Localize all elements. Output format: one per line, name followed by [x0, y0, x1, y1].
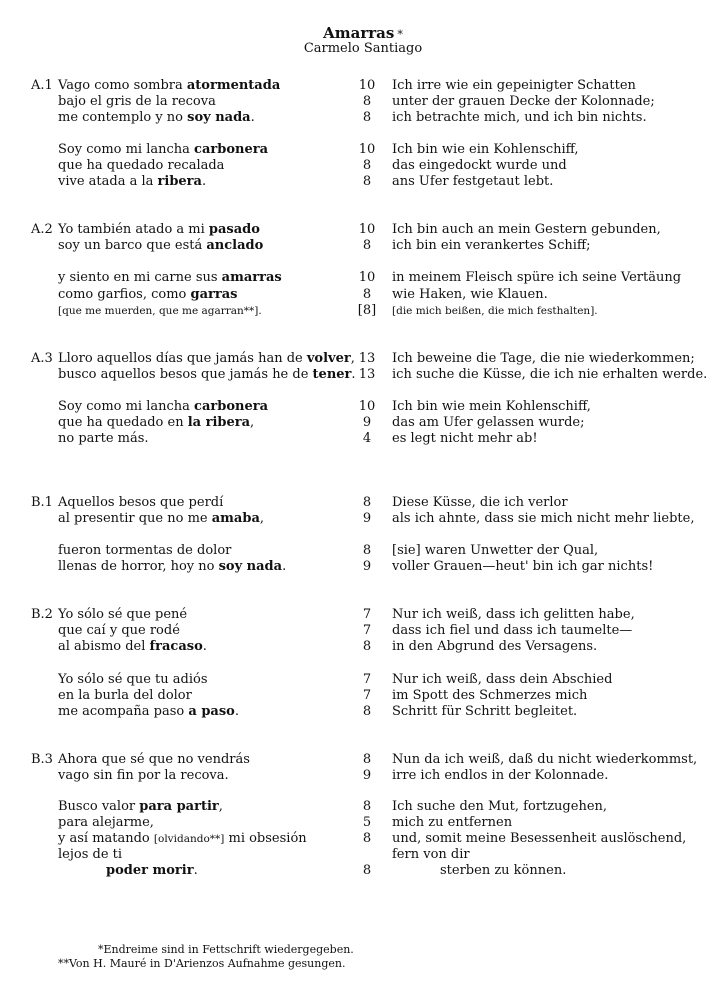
- german-translation: [392, 638, 597, 655]
- verse-line: [0, 798, 726, 815]
- syllable-count: 7: [362, 672, 372, 687]
- section-label: A.2: [31, 222, 53, 237]
- syllable-count: 8: [362, 831, 372, 846]
- rhyme-word: volver: [306, 351, 351, 366]
- verse-text: fern von dir: [392, 847, 470, 862]
- syllable-count: 9: [362, 511, 372, 526]
- verse-text: ,: [218, 799, 223, 814]
- verse-line: [0, 510, 726, 527]
- verse-text: [sie] waren Unwetter der Qual,: [392, 543, 599, 558]
- spanish-verse: [58, 638, 207, 655]
- german-translation: [392, 606, 635, 623]
- verse-text: Yo sólo sé que pené: [58, 607, 188, 622]
- spanish-verse: [58, 814, 154, 831]
- syllable-count: 10: [358, 142, 376, 157]
- section-label: A.1: [31, 78, 53, 93]
- verse-line: [0, 767, 726, 784]
- spanish-verse: [58, 414, 254, 431]
- syllable-count: 9: [362, 768, 372, 783]
- verse-text: vive atada a la: [58, 174, 158, 189]
- german-translation: [392, 141, 579, 158]
- verse-text: Ich bin auch an mein Gestern gebunden,: [392, 222, 661, 237]
- syllable-count: 5: [362, 815, 372, 830]
- syllable-count: 8: [362, 543, 372, 558]
- section-label: B.1: [31, 495, 53, 510]
- german-translation: [392, 846, 470, 863]
- verse-text: Ich beweine die Tage, die nie wiederkommen;: [392, 351, 695, 366]
- syllable-count: 4: [362, 431, 372, 446]
- verse-text: sterben zu können.: [440, 863, 567, 878]
- syllable-count: 9: [362, 415, 372, 430]
- verse-text: llenas de horror, hoy no: [58, 559, 219, 574]
- verse-text: Ich bin wie mein Kohlenschiff,: [392, 399, 591, 414]
- verse-text: Diese Küsse, die ich verlor: [392, 495, 568, 510]
- german-translation: [392, 93, 655, 110]
- verse-text: es legt nicht mehr ab!: [392, 431, 538, 446]
- verse-line: [0, 494, 726, 511]
- german-translation: [392, 542, 598, 559]
- rhyme-word: para partir: [139, 799, 219, 814]
- verse-text: mi obsesión: [224, 831, 307, 846]
- verse-text: bajo el gris de la recova: [58, 94, 216, 109]
- rhyme-word: amarras: [221, 270, 282, 285]
- verse-text: Nur ich weiß, dass ich gelitten habe,: [392, 607, 635, 622]
- rhyme-word: anclado: [206, 238, 264, 253]
- verse-line: [0, 141, 726, 158]
- verse-line: [0, 430, 726, 447]
- verse-line: [0, 302, 726, 319]
- spanish-verse: [58, 366, 356, 383]
- verse-text: als ich ahnte, dass sie mich nicht mehr liebte,: [392, 511, 695, 526]
- verse-text: al abismo del: [58, 639, 150, 654]
- rhyme-word: a paso: [188, 704, 235, 719]
- footnote-1: *Endreime sind in Fettschrift wiedergegeben.: [98, 943, 354, 956]
- verse-text: Ahora que sé que no vendrás: [58, 752, 250, 767]
- verse-line: [0, 221, 726, 238]
- spanish-verse: [58, 109, 255, 126]
- syllable-count: 8: [362, 110, 372, 125]
- verse-text: Vago como sombra: [58, 78, 187, 93]
- syllable-count: 8: [362, 238, 372, 253]
- verse-line: [0, 414, 726, 431]
- verse-text: Soy como mi lancha: [58, 142, 195, 157]
- german-translation: [392, 430, 538, 447]
- syllable-count: 8: [362, 174, 372, 189]
- verse-text: im Spott des Schmerzes mich: [392, 688, 588, 703]
- verse-line: [0, 814, 726, 831]
- verse-text: vago sin fin por la recova.: [58, 768, 229, 783]
- spanish-verse: [58, 510, 264, 527]
- verse-line: [0, 703, 726, 720]
- verse-line: [0, 350, 726, 367]
- verse-text: busco aquellos besos que jamás he de: [58, 367, 313, 382]
- verse-line: [0, 862, 726, 879]
- verse-line: [0, 558, 726, 575]
- rhyme-word: ribera: [157, 174, 202, 189]
- verse-text: das eingedockt wurde und: [392, 158, 567, 173]
- german-translation: [392, 671, 612, 688]
- section-label: B.3: [31, 752, 53, 767]
- syllable-count: 7: [362, 607, 372, 622]
- rhyme-word: poder morir: [106, 863, 194, 878]
- german-translation: [392, 173, 553, 190]
- syllable-count: 13: [358, 367, 376, 382]
- spanish-verse: [58, 542, 231, 559]
- rhyme-word: atormentada: [186, 78, 281, 93]
- verse-line: [0, 109, 726, 126]
- verse-text: [die mich beißen, die mich festhalten].: [392, 305, 598, 317]
- spanish-verse: [58, 221, 260, 238]
- verse-line: [0, 687, 726, 704]
- verse-line: [0, 622, 726, 639]
- syllable-count: 7: [362, 688, 372, 703]
- verse-text: Ich suche den Mut, fortzugehen,: [392, 799, 608, 814]
- verse-text: Aquellos besos que perdí: [58, 495, 224, 510]
- spanish-verse: [58, 157, 224, 174]
- verse-text: mich zu entfernen: [392, 815, 513, 830]
- syllable-count: 8: [362, 94, 372, 109]
- syllable-count: 10: [358, 399, 376, 414]
- spanish-verse: [58, 398, 268, 415]
- rhyme-word: garras: [190, 287, 238, 302]
- syllable-count: 8: [362, 863, 372, 878]
- verse-line: [0, 542, 726, 559]
- verse-text: in den Abgrund des Versagens.: [392, 639, 598, 654]
- verse-line: [0, 157, 726, 174]
- spanish-verse: [58, 846, 122, 863]
- verse-line: [0, 286, 726, 303]
- german-translation: [392, 157, 567, 174]
- german-translation: [440, 862, 566, 879]
- spanish-verse: [58, 494, 223, 511]
- verse-text: que ha quedado recalada: [58, 158, 225, 173]
- syllable-count: 8: [362, 639, 372, 654]
- verse-text: me acompaña paso: [58, 704, 189, 719]
- syllable-count: 8: [362, 287, 372, 302]
- verse-text: .: [193, 863, 198, 878]
- verse-line: [0, 638, 726, 655]
- german-translation: [392, 269, 681, 286]
- spanish-verse: [58, 430, 149, 447]
- verse-text: irre ich endlos in der Kolonnade.: [392, 768, 609, 783]
- syllable-count: 10: [358, 222, 376, 237]
- verse-line: [0, 237, 726, 254]
- german-translation: [392, 109, 647, 126]
- verse-text: ,: [350, 351, 355, 366]
- german-translation: [392, 751, 697, 768]
- german-translation: [392, 830, 686, 847]
- verse-text: wie Haken, wie Klauen.: [392, 287, 548, 302]
- verse-text: Ich bin wie ein Kohlenschiff,: [392, 142, 579, 157]
- verse-text: para alejarme,: [58, 815, 154, 830]
- verse-line: [0, 398, 726, 415]
- verse-line: [0, 671, 726, 688]
- verse-text: y siento en mi carne sus: [58, 270, 222, 285]
- poem-title: [0, 24, 726, 42]
- verse-text: .: [201, 174, 207, 189]
- spanish-verse: [58, 703, 239, 720]
- german-translation: [392, 398, 591, 415]
- spanish-verse: [58, 302, 262, 320]
- verse-text: [olvidando**]: [153, 833, 225, 845]
- syllable-count: 8: [362, 495, 372, 510]
- verse-text: que ha quedado en: [58, 415, 188, 430]
- verse-text: Soy como mi lancha: [58, 399, 195, 414]
- verse-text: lejos de ti: [58, 847, 123, 862]
- verse-text: .: [234, 704, 239, 719]
- german-translation: [392, 703, 577, 720]
- verse-text: Schritt für Schritt begleitet.: [392, 704, 578, 719]
- german-translation: [392, 237, 591, 254]
- verse-text: in meinem Fleisch spüre ich seine Vertäung: [392, 270, 682, 285]
- spanish-verse: [58, 687, 192, 704]
- syllable-count: [8]: [357, 303, 377, 318]
- verse-text: .: [351, 367, 356, 382]
- syllable-count: 8: [362, 799, 372, 814]
- verse-text: Yo también atado a mi: [58, 222, 209, 237]
- spanish-verse: [106, 862, 198, 879]
- verse-line: [0, 366, 726, 383]
- verse-text: ans Ufer festgetaut lebt.: [392, 174, 554, 189]
- syllable-count: 10: [358, 270, 376, 285]
- syllable-count: 8: [362, 704, 372, 719]
- spanish-verse: [58, 751, 250, 768]
- german-translation: [392, 558, 653, 575]
- verse-text: como garfios, como: [58, 287, 191, 302]
- german-translation: [392, 814, 512, 831]
- syllable-count: 13: [358, 351, 376, 366]
- spanish-verse: [58, 77, 280, 94]
- german-translation: [392, 494, 568, 511]
- title-text: Amarras: [323, 24, 395, 42]
- spanish-verse: [58, 622, 180, 639]
- german-translation: [392, 798, 607, 815]
- verse-text: und, somit meine Besessenheit auslöschend,: [392, 831, 687, 846]
- rhyme-word: soy nada: [218, 559, 283, 574]
- rhyme-word: amaba: [211, 511, 260, 526]
- spanish-verse: [58, 606, 187, 623]
- verse-text: ich betrachte mich, und ich bin nichts.: [392, 110, 647, 125]
- verse-text: das am Ufer gelassen wurde;: [392, 415, 585, 430]
- spanish-verse: [58, 350, 355, 367]
- spanish-verse: [58, 237, 263, 254]
- verse-text: Nur ich weiß, dass dein Abschied: [392, 672, 613, 687]
- syllable-count: 9: [362, 559, 372, 574]
- footnote-2: **Von H. Mauré in D'Arienzos Aufnahme gesungen.: [58, 957, 346, 970]
- verse-text: soy un barco que está: [58, 238, 207, 253]
- german-translation: [392, 687, 587, 704]
- syllable-count: 8: [362, 752, 372, 767]
- spanish-verse: [58, 798, 223, 815]
- verse-text: Yo sólo sé que tu adiós: [58, 672, 208, 687]
- spanish-verse: [58, 767, 229, 784]
- verse-text: al presentir que no me: [58, 511, 212, 526]
- german-translation: [392, 350, 695, 367]
- spanish-verse: [58, 93, 216, 110]
- title-footnote-marker: *: [397, 28, 403, 41]
- verse-line: [0, 751, 726, 768]
- verse-text: y así matando: [58, 831, 154, 846]
- spanish-verse: [58, 173, 206, 190]
- spanish-verse: [58, 269, 282, 286]
- verse-text: Lloro aquellos días que jamás han de: [58, 351, 307, 366]
- verse-text: Busco valor: [58, 799, 140, 814]
- verse-text: .: [282, 559, 287, 574]
- rhyme-word: tener: [312, 367, 352, 382]
- verse-text: dass ich fiel und dass ich taumelte—: [392, 623, 633, 638]
- syllable-count: 7: [362, 623, 372, 638]
- rhyme-word: fracaso: [149, 639, 203, 654]
- verse-text: ich bin ein verankertes Schiff;: [392, 238, 591, 253]
- verse-text: ich suche die Küsse, die ich nie erhalten werde.: [392, 367, 708, 382]
- verse-line: [0, 846, 726, 863]
- rhyme-word: carbonera: [194, 399, 268, 414]
- german-translation: [392, 302, 598, 320]
- verse-text: que caí y que rodé: [58, 623, 180, 638]
- verse-text: me contemplo y no: [58, 110, 188, 125]
- section-label: A.3: [31, 351, 53, 366]
- verse-text: [que me muerden, que me agarran**].: [58, 305, 262, 317]
- german-translation: [392, 767, 608, 784]
- poem-author: Carmelo Santiago: [303, 41, 423, 56]
- verse-text: unter der grauen Decke der Kolonnade;: [392, 94, 655, 109]
- verse-line: [0, 269, 726, 286]
- german-translation: [392, 414, 584, 431]
- verse-line: [0, 77, 726, 94]
- rhyme-word: pasado: [208, 222, 260, 237]
- verse-line: [0, 93, 726, 110]
- verse-line: [0, 830, 726, 847]
- section-label: B.2: [31, 607, 53, 622]
- rhyme-word: la ribera: [187, 415, 251, 430]
- verse-text: Nun da ich weiß, daß du nicht wiederkommst,: [392, 752, 698, 767]
- verse-text: .: [250, 110, 255, 125]
- verse-text: voller Grauen—heut' bin ich gar nichts!: [392, 559, 654, 574]
- spanish-verse: [58, 286, 237, 303]
- verse-text: ,: [250, 415, 255, 430]
- german-translation: [392, 510, 694, 527]
- spanish-verse: [58, 558, 286, 575]
- syllable-count: 8: [362, 158, 372, 173]
- verse-text: ,: [259, 511, 265, 526]
- spanish-verse: [58, 671, 208, 688]
- verse-line: [0, 606, 726, 623]
- german-translation: [392, 221, 661, 238]
- rhyme-word: soy nada: [187, 110, 251, 125]
- verse-text: Ich irre wie ein gepeinigter Schatten: [392, 78, 636, 93]
- syllable-count: 10: [358, 78, 376, 93]
- german-translation: [392, 77, 636, 94]
- verse-text: fueron tormentas de dolor: [58, 543, 232, 558]
- verse-text: no parte más.: [58, 431, 149, 446]
- german-translation: [392, 286, 548, 303]
- verse-text: .: [202, 639, 207, 654]
- verse-text: en la burla del dolor: [58, 688, 192, 703]
- german-translation: [392, 622, 632, 639]
- german-translation: [392, 366, 707, 383]
- rhyme-word: carbonera: [194, 142, 268, 157]
- verse-line: [0, 173, 726, 190]
- spanish-verse: [58, 141, 268, 158]
